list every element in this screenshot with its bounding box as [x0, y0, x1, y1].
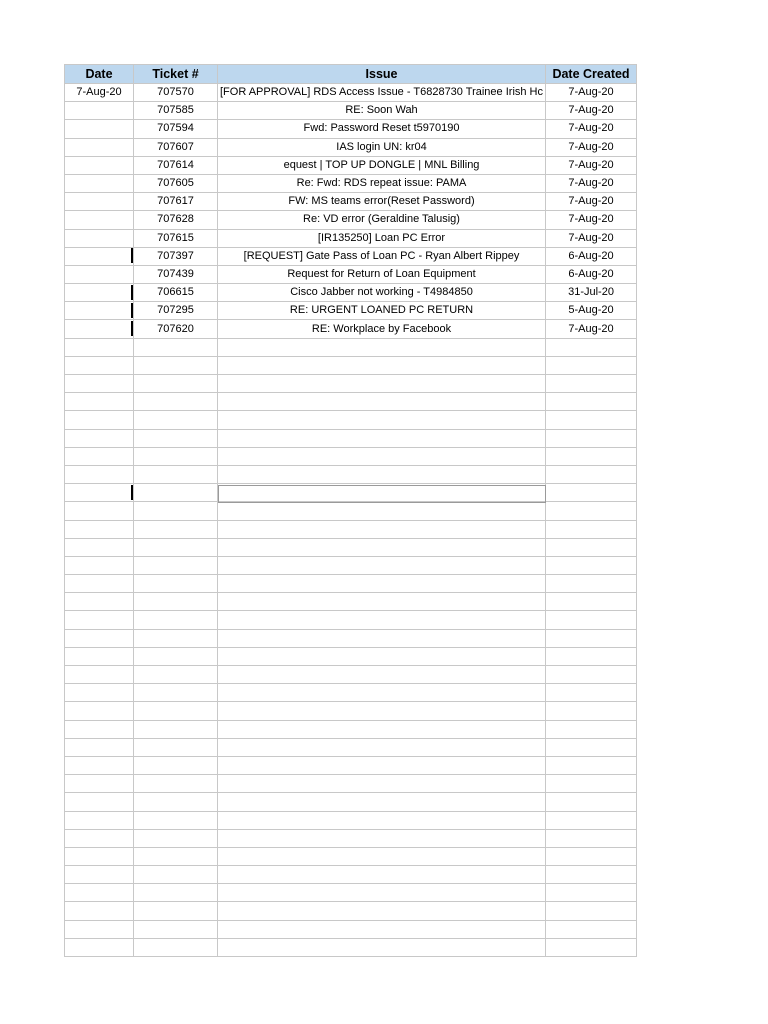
empty-row	[65, 429, 637, 447]
date-created-cell[interactable]	[546, 829, 637, 847]
issue-cell[interactable]: Fwd: Password Reset t5970190	[218, 120, 546, 138]
issue-cell[interactable]	[218, 593, 546, 611]
header-date[interactable]: Date	[65, 65, 134, 84]
date-cell[interactable]	[65, 284, 134, 302]
empty-row	[65, 556, 637, 574]
ticket-cell[interactable]	[134, 702, 218, 720]
date-cell[interactable]	[65, 884, 134, 902]
date-cell[interactable]	[65, 174, 134, 192]
date-cell[interactable]	[65, 847, 134, 865]
issue-cell[interactable]	[218, 702, 546, 720]
issue-cell[interactable]	[218, 338, 546, 356]
empty-row	[65, 866, 637, 884]
table-row	[65, 211, 637, 229]
sheet-body	[65, 84, 637, 957]
empty-row	[65, 738, 637, 756]
issue-cell[interactable]	[218, 884, 546, 902]
empty-row	[65, 356, 637, 374]
date-created-cell[interactable]	[546, 666, 637, 684]
empty-row	[65, 538, 637, 556]
issue-cell[interactable]	[218, 866, 546, 884]
date-created-cell[interactable]	[546, 884, 637, 902]
date-created-cell[interactable]	[546, 520, 637, 538]
issue-cell[interactable]	[218, 502, 546, 520]
ticket-cell[interactable]	[134, 629, 218, 647]
ticket-cell[interactable]	[134, 793, 218, 811]
empty-row	[65, 393, 637, 411]
date-created-cell[interactable]	[546, 502, 637, 520]
empty-row	[65, 938, 637, 956]
issue-cell[interactable]: equest | TOP UP DONGLE | MNL Billing	[218, 156, 546, 174]
date-created-cell[interactable]	[546, 647, 637, 665]
date-created-cell[interactable]	[546, 866, 637, 884]
issue-cell[interactable]	[218, 647, 546, 665]
issue-cell[interactable]	[218, 902, 546, 920]
issue-cell[interactable]	[218, 356, 546, 374]
date-created-cell[interactable]	[546, 775, 637, 793]
empty-row	[65, 811, 637, 829]
date-cell[interactable]	[65, 611, 134, 629]
empty-row	[65, 920, 637, 938]
empty-row	[65, 756, 637, 774]
table-row	[65, 265, 637, 283]
date-cell[interactable]	[65, 684, 134, 702]
date-created-cell[interactable]	[546, 702, 637, 720]
date-cell[interactable]	[65, 429, 134, 447]
issue-cell[interactable]: FW: MS teams error(Reset Password)	[218, 193, 546, 211]
cell-marker	[131, 303, 133, 318]
issue-cell[interactable]	[218, 520, 546, 538]
cell-marker	[131, 248, 133, 263]
issue-cell[interactable]: [IR135250] Loan PC Error	[218, 229, 546, 247]
date-created-cell[interactable]	[546, 902, 637, 920]
empty-row	[65, 793, 637, 811]
date-created-cell[interactable]	[546, 611, 637, 629]
date-cell[interactable]	[65, 393, 134, 411]
issue-cell[interactable]	[218, 575, 546, 593]
date-created-cell[interactable]	[546, 684, 637, 702]
date-cell[interactable]	[65, 738, 134, 756]
table-row	[65, 156, 637, 174]
issue-cell[interactable]	[218, 447, 546, 465]
date-created-cell[interactable]	[546, 538, 637, 556]
date-created-cell[interactable]: 7-Aug-20	[546, 120, 637, 138]
ticket-cell[interactable]: 707605	[134, 174, 218, 192]
table-row	[65, 284, 637, 302]
date-created-cell[interactable]	[546, 411, 637, 429]
empty-row	[65, 593, 637, 611]
date-cell[interactable]	[65, 138, 134, 156]
ticket-cell[interactable]	[134, 484, 218, 502]
date-created-cell[interactable]	[546, 465, 637, 483]
date-created-cell[interactable]	[546, 429, 637, 447]
ticket-cell[interactable]	[134, 775, 218, 793]
date-created-cell[interactable]	[546, 738, 637, 756]
date-cell[interactable]	[65, 866, 134, 884]
issue-cell[interactable]	[218, 465, 546, 483]
date-created-cell[interactable]	[546, 447, 637, 465]
date-created-cell[interactable]: 6-Aug-20	[546, 265, 637, 283]
date-created-cell[interactable]: 7-Aug-20	[546, 193, 637, 211]
date-created-cell[interactable]	[546, 356, 637, 374]
empty-row	[65, 411, 637, 429]
date-cell[interactable]	[65, 193, 134, 211]
date-created-cell[interactable]: 7-Aug-20	[546, 229, 637, 247]
empty-row	[65, 465, 637, 483]
issue-cell[interactable]: Re: Fwd: RDS repeat issue: PAMA	[218, 174, 546, 192]
ticket-cell[interactable]	[134, 520, 218, 538]
empty-row	[65, 647, 637, 665]
date-cell[interactable]	[65, 229, 134, 247]
issue-cell[interactable]	[218, 720, 546, 738]
date-cell[interactable]	[65, 720, 134, 738]
date-cell[interactable]	[65, 247, 134, 265]
issue-cell[interactable]	[218, 429, 546, 447]
date-cell[interactable]	[65, 211, 134, 229]
date-cell[interactable]	[65, 447, 134, 465]
issue-cell[interactable]	[218, 738, 546, 756]
date-created-cell[interactable]	[546, 338, 637, 356]
empty-row	[65, 720, 637, 738]
date-created-cell[interactable]	[546, 629, 637, 647]
issue-cell[interactable]: RE: Workplace by Facebook	[218, 320, 546, 338]
date-cell[interactable]	[65, 593, 134, 611]
date-created-cell[interactable]	[546, 393, 637, 411]
empty-row	[65, 884, 637, 902]
date-cell[interactable]	[65, 902, 134, 920]
empty-row	[65, 666, 637, 684]
empty-row	[65, 902, 637, 920]
ticket-cell[interactable]: 707614	[134, 156, 218, 174]
cell-marker	[131, 321, 133, 336]
date-cell[interactable]	[65, 338, 134, 356]
ticket-cell[interactable]: 707628	[134, 211, 218, 229]
date-created-cell[interactable]	[546, 847, 637, 865]
ticket-cell[interactable]: 707620	[134, 320, 218, 338]
date-cell[interactable]	[65, 356, 134, 374]
date-created-cell[interactable]: 5-Aug-20	[546, 302, 637, 320]
date-created-cell[interactable]	[546, 920, 637, 938]
date-created-cell[interactable]	[546, 575, 637, 593]
empty-row	[65, 375, 637, 393]
table-row	[65, 302, 637, 320]
issue-cell[interactable]	[218, 611, 546, 629]
issue-cell[interactable]	[218, 775, 546, 793]
ticket-cell[interactable]	[134, 647, 218, 665]
date-cell[interactable]	[65, 556, 134, 574]
date-cell[interactable]	[65, 811, 134, 829]
date-created-cell[interactable]	[546, 793, 637, 811]
date-cell[interactable]	[65, 265, 134, 283]
ticket-cell[interactable]	[134, 465, 218, 483]
date-cell[interactable]	[65, 302, 134, 320]
table-row	[65, 320, 637, 338]
ticket-cell[interactable]	[134, 447, 218, 465]
issue-cell[interactable]	[218, 393, 546, 411]
issue-cell[interactable]	[218, 629, 546, 647]
empty-row	[65, 702, 637, 720]
date-created-cell[interactable]	[546, 556, 637, 574]
issue-cell[interactable]: Request for Return of Loan Equipment	[218, 265, 546, 283]
date-cell[interactable]	[65, 484, 134, 502]
ticket-cell[interactable]	[134, 847, 218, 865]
date-cell[interactable]	[65, 647, 134, 665]
date-cell[interactable]	[65, 538, 134, 556]
date-created-cell[interactable]	[546, 593, 637, 611]
date-cell[interactable]	[65, 666, 134, 684]
date-cell[interactable]	[65, 938, 134, 956]
ticket-cell[interactable]	[134, 902, 218, 920]
issue-cell[interactable]	[218, 411, 546, 429]
ticket-cell[interactable]: 707594	[134, 120, 218, 138]
issue-cell[interactable]: RE: Soon Wah	[218, 102, 546, 120]
empty-row	[65, 338, 637, 356]
header-ticket[interactable]: Ticket #	[134, 65, 218, 84]
issue-cell[interactable]: Re: VD error (Geraldine Talusig)	[218, 211, 546, 229]
issue-cell[interactable]	[218, 793, 546, 811]
ticket-cell[interactable]: 707439	[134, 265, 218, 283]
issue-cell[interactable]: [REQUEST] Gate Pass of Loan PC - Ryan Albert Rippey	[218, 247, 546, 265]
ticket-cell[interactable]	[134, 356, 218, 374]
ticket-cell[interactable]	[134, 411, 218, 429]
date-cell[interactable]	[65, 320, 134, 338]
ticket-cell[interactable]	[134, 611, 218, 629]
date-cell[interactable]	[65, 156, 134, 174]
date-created-cell[interactable]: 6-Aug-20	[546, 247, 637, 265]
empty-row	[65, 829, 637, 847]
issue-cell[interactable]: Cisco Jabber not working - T4984850	[218, 284, 546, 302]
ticket-cell[interactable]	[134, 338, 218, 356]
date-cell[interactable]: 7-Aug-20	[65, 84, 134, 102]
ticket-cell[interactable]	[134, 829, 218, 847]
ticket-cell[interactable]: 707615	[134, 229, 218, 247]
ticket-cell[interactable]: 707585	[134, 102, 218, 120]
table-row	[65, 120, 637, 138]
ticket-cell[interactable]: 707295	[134, 302, 218, 320]
ticket-cell[interactable]	[134, 375, 218, 393]
date-created-cell[interactable]: 7-Aug-20	[546, 102, 637, 120]
date-cell[interactable]	[65, 702, 134, 720]
date-cell[interactable]	[65, 375, 134, 393]
header-issue[interactable]: Issue	[218, 65, 546, 84]
ticket-cell[interactable]	[134, 666, 218, 684]
date-cell[interactable]	[65, 829, 134, 847]
ticket-cell[interactable]	[134, 538, 218, 556]
empty-row	[65, 684, 637, 702]
ticket-cell[interactable]	[134, 593, 218, 611]
ticket-cell[interactable]	[134, 556, 218, 574]
ticket-cell[interactable]	[134, 811, 218, 829]
ticket-cell[interactable]	[134, 756, 218, 774]
table-row	[65, 193, 637, 211]
date-created-cell[interactable]: 7-Aug-20	[546, 138, 637, 156]
issue-cell[interactable]: RE: URGENT LOANED PC RETURN	[218, 302, 546, 320]
issue-cell[interactable]	[218, 666, 546, 684]
date-cell[interactable]	[65, 120, 134, 138]
empty-row	[65, 629, 637, 647]
table-row	[65, 84, 637, 102]
date-cell[interactable]	[65, 756, 134, 774]
date-created-cell[interactable]: 7-Aug-20	[546, 211, 637, 229]
issue-cell[interactable]	[218, 811, 546, 829]
empty-row	[65, 520, 637, 538]
header-row	[65, 65, 637, 84]
cell-marker	[131, 285, 133, 300]
date-created-cell[interactable]	[546, 756, 637, 774]
date-cell[interactable]	[65, 411, 134, 429]
ticket-cell[interactable]	[134, 866, 218, 884]
table-row	[65, 247, 637, 265]
date-cell[interactable]	[65, 793, 134, 811]
issue-cell[interactable]	[218, 756, 546, 774]
date-created-cell[interactable]: 7-Aug-20	[546, 174, 637, 192]
ticket-cell[interactable]	[134, 920, 218, 938]
issue-cell[interactable]	[218, 375, 546, 393]
table-row	[65, 102, 637, 120]
issue-cell[interactable]	[218, 938, 546, 956]
date-cell[interactable]	[65, 920, 134, 938]
ticket-cell[interactable]	[134, 738, 218, 756]
issue-cell[interactable]: [FOR APPROVAL] RDS Access Issue - T6828730 Trainee Irish Hc	[218, 84, 546, 102]
ticket-cell[interactable]: 707617	[134, 193, 218, 211]
issue-cell[interactable]	[218, 829, 546, 847]
table-row	[65, 174, 637, 192]
ticket-cell[interactable]: 706615	[134, 284, 218, 302]
empty-row	[65, 502, 637, 520]
date-created-cell[interactable]: 7-Aug-20	[546, 320, 637, 338]
ticket-cell[interactable]	[134, 684, 218, 702]
date-cell[interactable]	[65, 102, 134, 120]
empty-row	[65, 447, 637, 465]
table-row	[65, 138, 637, 156]
date-created-cell[interactable]	[546, 375, 637, 393]
ticket-spreadsheet	[64, 64, 637, 957]
date-created-cell[interactable]	[546, 811, 637, 829]
date-cell[interactable]	[65, 629, 134, 647]
date-cell[interactable]	[65, 502, 134, 520]
date-created-cell[interactable]: 31-Jul-20	[546, 284, 637, 302]
date-created-cell[interactable]	[546, 938, 637, 956]
issue-cell[interactable]	[218, 538, 546, 556]
header-date-created[interactable]: Date Created	[546, 65, 637, 84]
date-created-cell[interactable]: 7-Aug-20	[546, 156, 637, 174]
date-cell[interactable]	[65, 465, 134, 483]
ticket-cell[interactable]	[134, 720, 218, 738]
date-created-cell[interactable]	[546, 484, 637, 502]
date-cell[interactable]	[65, 575, 134, 593]
issue-cell[interactable]	[218, 684, 546, 702]
empty-row	[65, 775, 637, 793]
date-cell[interactable]	[65, 775, 134, 793]
date-created-cell[interactable]	[546, 720, 637, 738]
ticket-cell[interactable]: 707607	[134, 138, 218, 156]
table-row	[65, 229, 637, 247]
issue-cell[interactable]: IAS login UN: kr04	[218, 138, 546, 156]
issue-cell[interactable]	[218, 920, 546, 938]
ticket-cell[interactable]	[134, 429, 218, 447]
ticket-cell[interactable]: 707397	[134, 247, 218, 265]
empty-row	[65, 847, 637, 865]
date-cell[interactable]	[65, 520, 134, 538]
ticket-cell[interactable]	[134, 502, 218, 520]
issue-cell[interactable]	[218, 847, 546, 865]
selected-cell-outline	[218, 485, 546, 503]
ticket-cell[interactable]	[134, 393, 218, 411]
ticket-cell[interactable]	[134, 884, 218, 902]
ticket-cell[interactable]: 707570	[134, 84, 218, 102]
ticket-cell[interactable]	[134, 575, 218, 593]
issue-cell[interactable]	[218, 556, 546, 574]
empty-row	[65, 611, 637, 629]
cell-marker	[131, 485, 133, 500]
date-created-cell[interactable]: 7-Aug-20	[546, 84, 637, 102]
ticket-cell[interactable]	[134, 938, 218, 956]
empty-row	[65, 575, 637, 593]
